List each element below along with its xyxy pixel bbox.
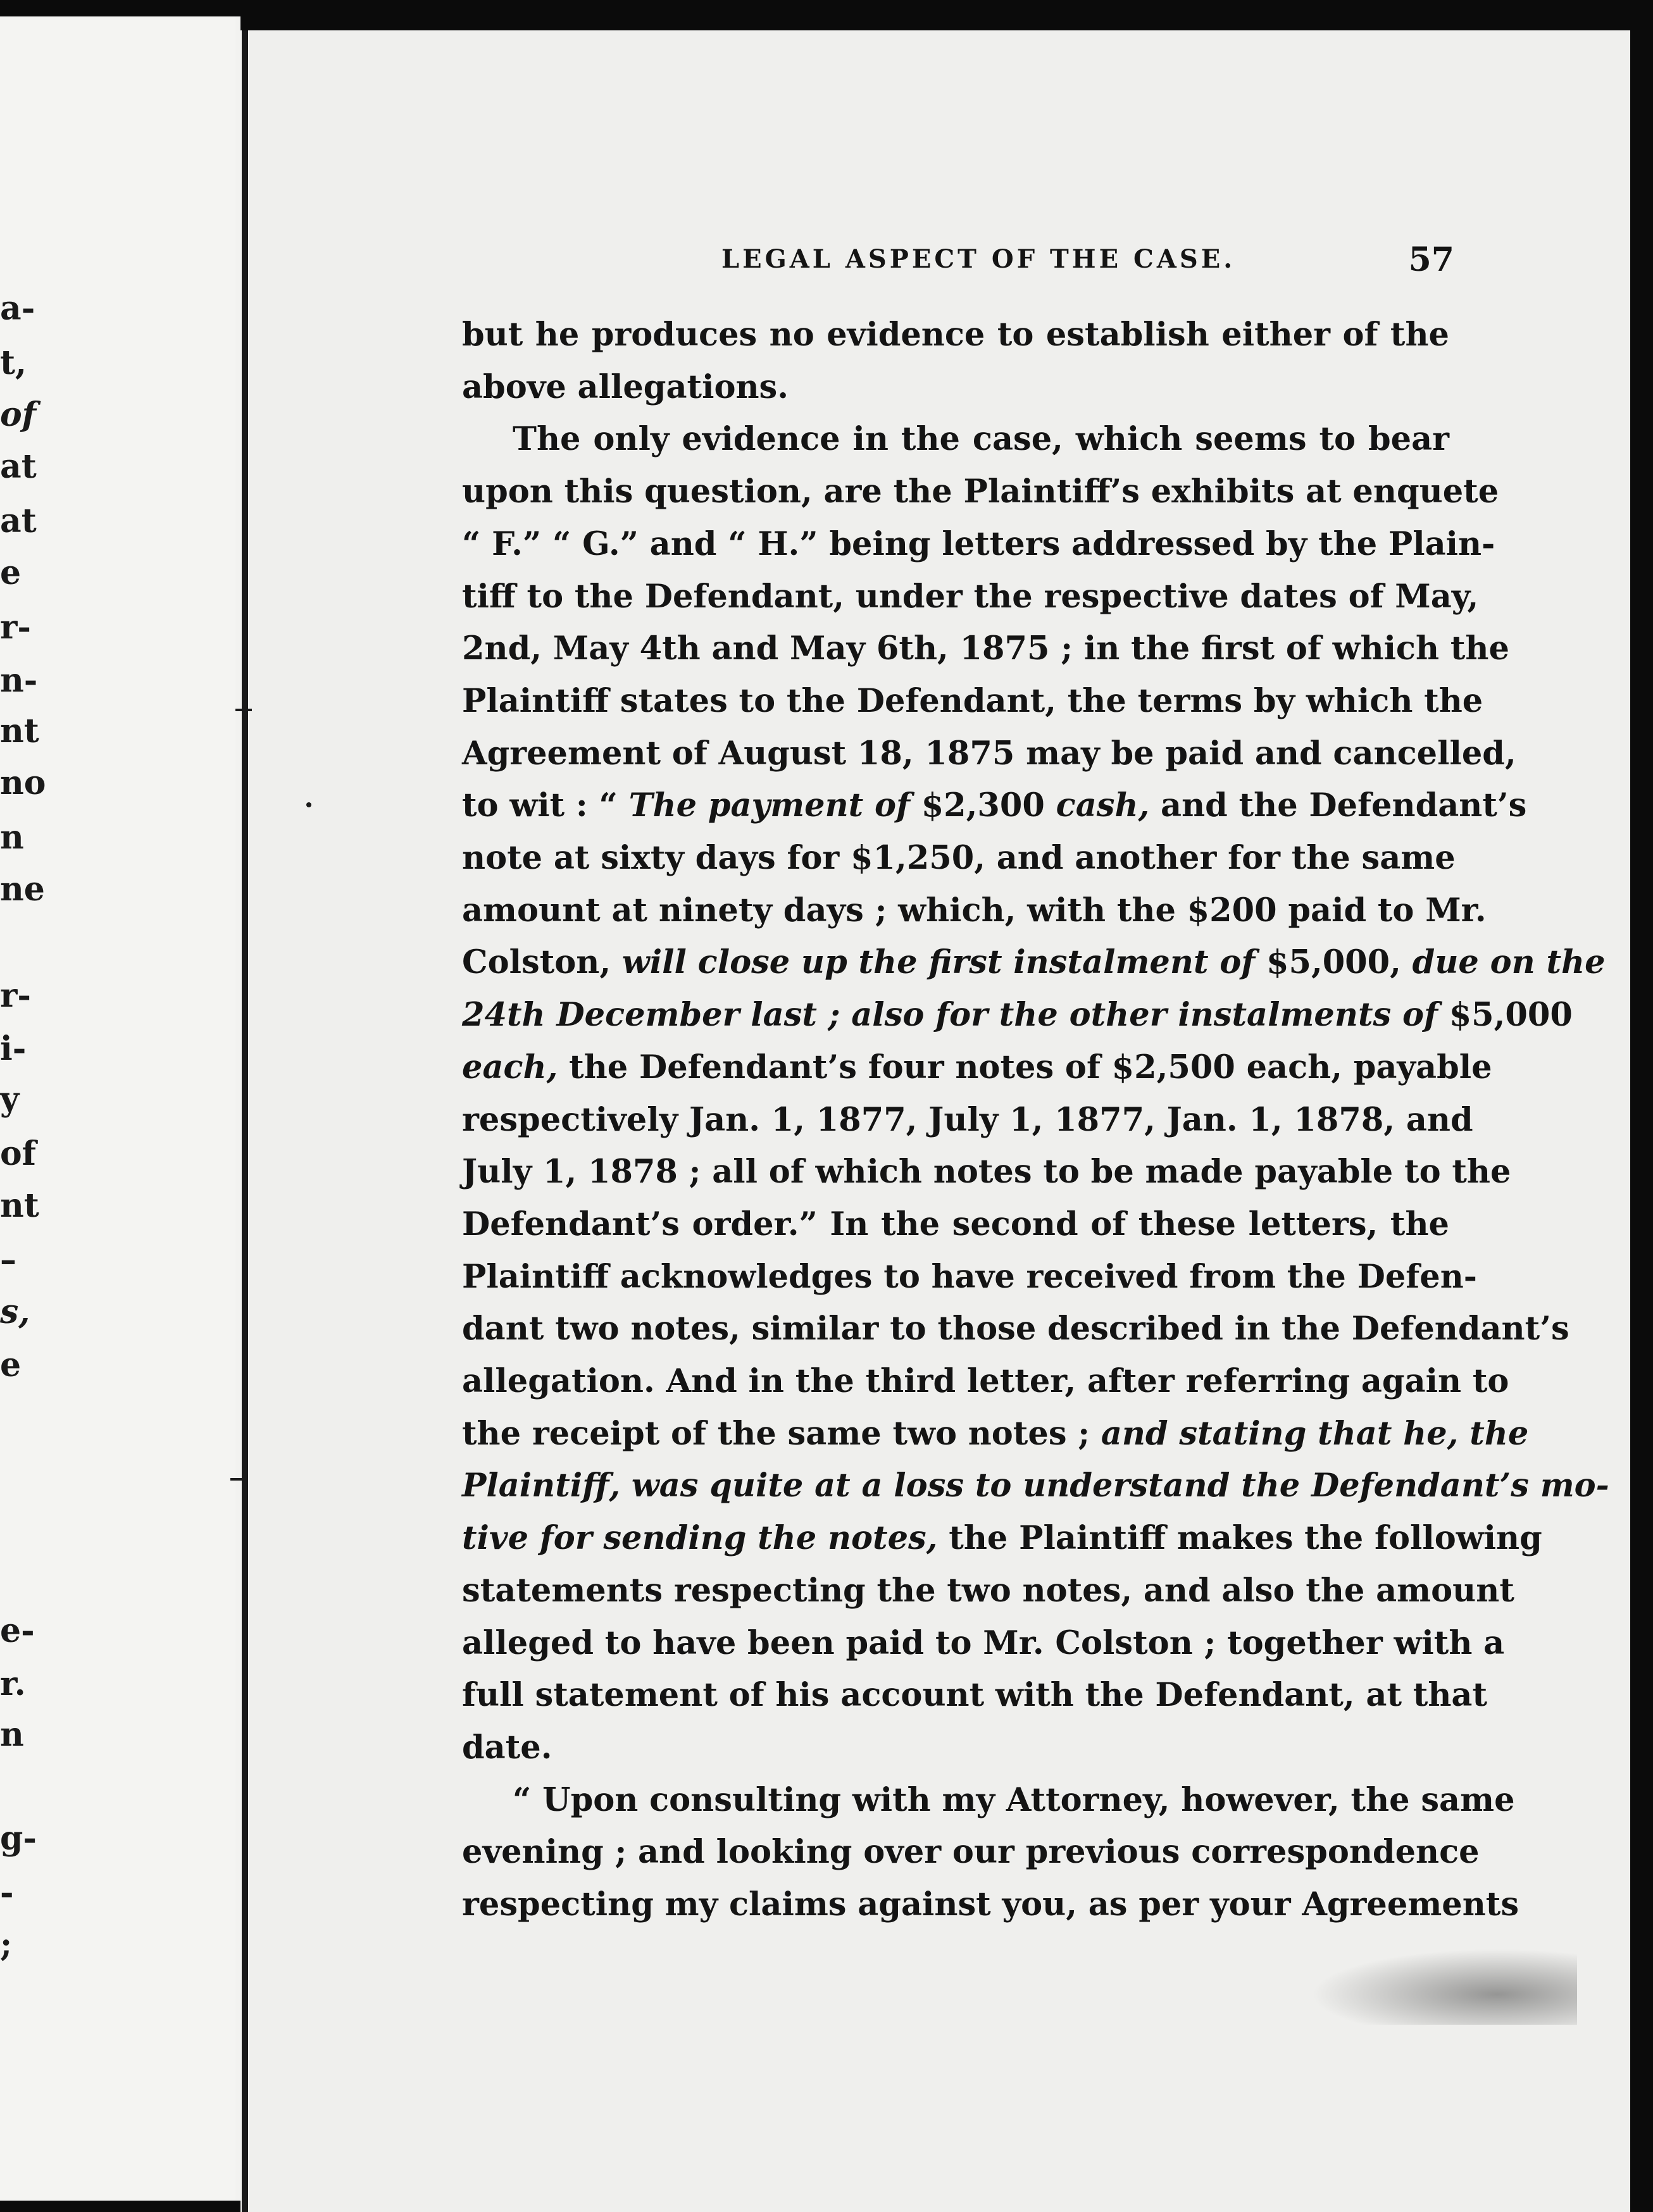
text-line xyxy=(462,839,1456,877)
text-line xyxy=(462,1362,1509,1400)
text-line xyxy=(462,1729,1449,1767)
text-line xyxy=(462,1519,1542,1557)
italic-text: will close up the first instalment of xyxy=(621,943,1256,981)
text-run: respectively Jan. 1, 1877, July 1, 1877, Jan. 1, 1878, and xyxy=(462,1101,1473,1139)
margin-mark xyxy=(244,1115,247,1129)
text-line xyxy=(462,1205,1449,1243)
text-run: tiff to the Defendant, under the respective dates of May, xyxy=(462,578,1479,616)
text-line xyxy=(462,1310,1569,1348)
text-run: $5,000, xyxy=(1255,943,1413,981)
text-run: evening ; and looking over our previous correspondence xyxy=(462,1833,1480,1871)
text-run: Defendant’s order.” In the second of these letters, the xyxy=(462,1205,1449,1243)
previous-page-fragment: at xyxy=(0,502,37,540)
text-line xyxy=(462,1886,1519,1923)
previous-page-fragment: a- xyxy=(0,289,35,328)
scan-border-bottom-left xyxy=(0,2201,240,2212)
previous-page-fragment: r. xyxy=(0,1665,26,1703)
previous-page-fragment: s, xyxy=(0,1293,30,1331)
previous-page-fragment: n xyxy=(0,818,24,857)
text-run: respecting my claims against you, as per your Agreements xyxy=(462,1886,1519,1923)
margin-mark xyxy=(235,709,252,711)
text-line xyxy=(462,473,1499,511)
previous-page-fragment: nt xyxy=(0,1186,39,1225)
text-line xyxy=(462,1258,1477,1296)
text-line xyxy=(462,1624,1505,1662)
text-run: but he produces no evidence to establish either of the xyxy=(462,316,1449,354)
text-line xyxy=(462,1048,1492,1086)
text-run: amount at ninety days ; which, with the $200 paid to Mr. xyxy=(462,892,1487,929)
text-run: alleged to have been paid to Mr. Colston ; together with a xyxy=(462,1624,1505,1662)
text-line xyxy=(462,1572,1514,1610)
text-run: Plaintiff states to the Defendant, the terms by which the xyxy=(462,682,1483,720)
text-line xyxy=(462,1153,1511,1191)
previous-page-fragment: ; xyxy=(0,1925,13,1964)
previous-page-fragment: g- xyxy=(0,1819,37,1858)
previous-page-fragment: no xyxy=(0,764,46,802)
text-line xyxy=(462,1833,1480,1871)
previous-page-fragment: y xyxy=(0,1080,20,1119)
previous-page-fragment: r- xyxy=(0,976,31,1015)
italic-text: The payment of xyxy=(628,786,910,824)
text-line xyxy=(462,1467,1609,1505)
text-line xyxy=(462,996,1573,1034)
text-run: $2,300 xyxy=(909,786,1056,824)
previous-page-fragment: n xyxy=(0,1715,24,1754)
text-line xyxy=(462,368,1449,406)
previous-page-fragment: t, xyxy=(0,344,27,382)
text-run: The only evidence in the case, which seems to bear xyxy=(513,420,1449,458)
text-line xyxy=(462,1676,1488,1714)
text-run: “ Upon consulting with my Attorney, however, the same xyxy=(513,1781,1515,1819)
text-line xyxy=(462,682,1483,720)
italic-text: tive for sending the notes, xyxy=(462,1519,938,1557)
text-line xyxy=(462,892,1487,929)
text-line xyxy=(462,943,1606,981)
text-line xyxy=(462,786,1527,824)
text-line xyxy=(462,1415,1529,1453)
previous-page-fragment: – xyxy=(0,1241,16,1279)
text-line xyxy=(513,420,1449,458)
text-line xyxy=(462,1101,1473,1139)
ink-smudge xyxy=(1311,1949,1577,2025)
text-run: note at sixty days for $1,250, and another for the same xyxy=(462,839,1456,877)
previous-page-fragment: n- xyxy=(0,661,38,700)
scan-border-top xyxy=(240,0,1653,30)
italic-text: Plaintiff, was quite at a loss to understand the Defendant’s mo- xyxy=(462,1467,1609,1505)
previous-page-fragment: e xyxy=(0,1346,22,1384)
text-run: upon this question, are the Plaintiff’s exhibits at enquete xyxy=(462,473,1499,511)
previous-page-fragment: i- xyxy=(0,1029,27,1068)
text-run: “ F.” “ G.” and “ H.” being letters addressed by the Plain- xyxy=(462,525,1495,563)
italic-text: due on the xyxy=(1412,943,1606,981)
text-run: the receipt of the same two notes ; xyxy=(462,1415,1101,1453)
text-run: $5,000 xyxy=(1437,996,1573,1034)
text-run: to wit : “ xyxy=(462,786,629,824)
italic-text: cash, xyxy=(1056,786,1150,824)
previous-page-fragment: r- xyxy=(0,608,31,647)
text-line xyxy=(462,735,1516,773)
italic-text: each, xyxy=(462,1048,558,1086)
page-number: 57 xyxy=(1408,240,1454,279)
previous-page-fragment: e- xyxy=(0,1612,35,1650)
text-line xyxy=(462,525,1495,563)
previous-page-fragment: - xyxy=(0,1873,14,1912)
text-line xyxy=(462,316,1449,354)
page-header xyxy=(721,240,1454,282)
previous-page-fragment: ne xyxy=(0,870,45,909)
text-run: July 1, 1878 ; all of which notes to be made payable to the xyxy=(462,1153,1511,1191)
text-run: allegation. And in the third letter, after referring again to xyxy=(462,1362,1509,1400)
scan-border-top-left xyxy=(0,0,240,16)
text-run: Colston, xyxy=(462,943,622,981)
previous-page-fragment: at xyxy=(0,447,37,486)
previous-page-fragment: of xyxy=(0,1134,37,1173)
text-line xyxy=(462,630,1509,668)
running-head: LEGAL ASPECT OF THE CASE. xyxy=(721,244,1236,274)
text-run: Agreement of August 18, 1875 may be paid and cancelled, xyxy=(462,735,1516,773)
text-line xyxy=(462,578,1479,616)
previous-page-fragment: of xyxy=(0,395,37,434)
text-run: Plaintiff acknowledges to have received from the Defen- xyxy=(462,1258,1477,1296)
scan-border-right xyxy=(1630,0,1653,2212)
previous-page-sliver xyxy=(0,16,235,2201)
text-run: date. xyxy=(462,1729,552,1767)
text-run: above allegations. xyxy=(462,368,789,406)
margin-mark xyxy=(306,802,311,807)
previous-page-fragment: e xyxy=(0,554,22,592)
italic-text: 24th December last ; also for the other instalments of xyxy=(462,996,1438,1034)
text-run: dant two notes, similar to those described in the Defendant’s xyxy=(462,1310,1569,1348)
text-run: full statement of his account with the Defendant, at that xyxy=(462,1676,1488,1714)
text-run: and the Defendant’s xyxy=(1149,786,1527,824)
text-line xyxy=(513,1781,1515,1819)
text-run: the Defendant’s four notes of $2,500 each, payable xyxy=(558,1048,1492,1086)
margin-mark xyxy=(230,1478,246,1481)
text-run: the Plaintiff makes the following xyxy=(937,1519,1542,1557)
italic-text: and stating that he, the xyxy=(1101,1415,1529,1453)
previous-page-fragment: nt xyxy=(0,712,39,750)
text-run: statements respecting the two notes, and also the amount xyxy=(462,1572,1514,1610)
text-run: 2nd, May 4th and May 6th, 1875 ; in the first of which the xyxy=(462,630,1509,668)
